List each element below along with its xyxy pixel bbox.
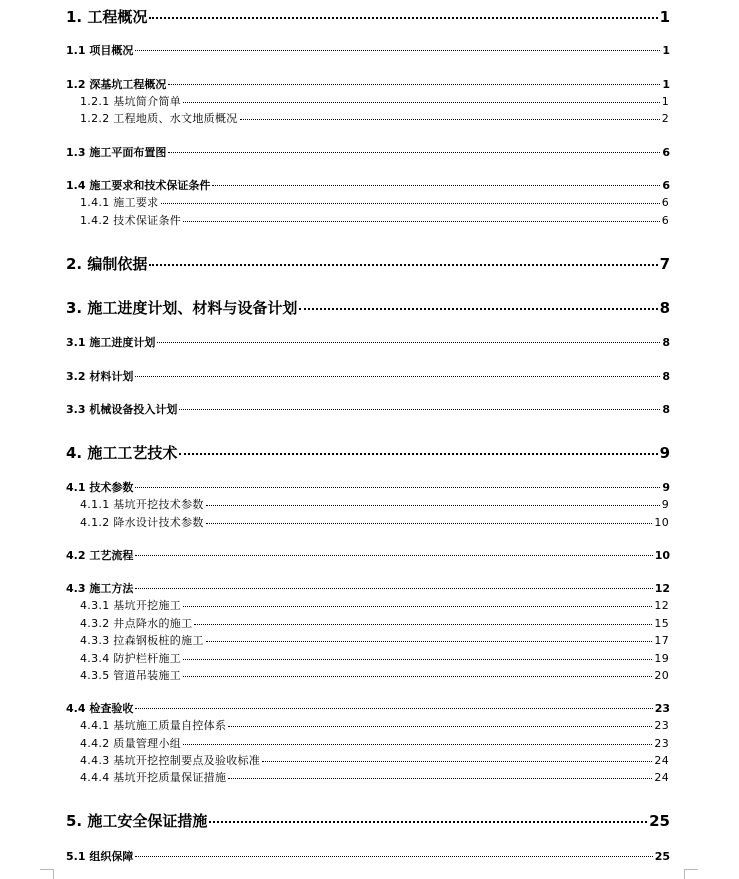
toc-entry-label: 3.3 机械设备投入计划 — [66, 403, 178, 416]
dot-leader — [168, 152, 660, 153]
dot-leader — [299, 308, 657, 310]
dot-leader — [212, 185, 660, 186]
dot-leader — [179, 453, 657, 455]
toc-entry-page: 2 — [661, 112, 669, 125]
toc-entry-label: 1.1 项目概况 — [66, 44, 134, 57]
toc-entry[interactable] — [66, 580, 670, 595]
toc-entry[interactable] — [80, 514, 669, 529]
toc-entry-label: 1.4.1 施工要求 — [80, 196, 159, 209]
toc-entry[interactable] — [80, 110, 669, 125]
margin-corner-mark — [684, 869, 685, 879]
toc-entry[interactable] — [80, 667, 669, 682]
toc-entry[interactable] — [66, 76, 670, 91]
toc-entry[interactable] — [80, 769, 669, 784]
margin-corner-mark — [53, 869, 54, 879]
toc-entry-page: 9 — [662, 481, 670, 494]
toc-entry-label: 4.1.1 基坑开挖技术参数 — [80, 498, 204, 511]
toc-entry-label: 1.2.1 基坑简介简单 — [80, 95, 182, 108]
toc-entry-page: 17 — [654, 634, 669, 647]
toc-entry-label: 4.4.3 基坑开挖控制要点及验收标准 — [80, 754, 261, 767]
toc-entry[interactable] — [66, 547, 670, 562]
toc-entry-page: 20 — [654, 669, 669, 682]
dot-leader — [194, 624, 652, 625]
dot-leader — [209, 821, 647, 823]
dot-leader — [149, 264, 657, 266]
toc-entry-page: 6 — [662, 179, 670, 192]
dot-leader — [228, 778, 652, 779]
toc-entry[interactable] — [66, 700, 670, 715]
toc-entry-label: 1.4.2 技术保证条件 — [80, 214, 182, 227]
toc-entry[interactable] — [80, 717, 669, 732]
toc-entry-page: 8 — [662, 336, 670, 349]
margin-corner-mark — [40, 869, 54, 870]
toc-entry-page: 23 — [654, 702, 670, 715]
toc-entry-label: 4.4 检查验收 — [66, 702, 134, 715]
toc-entry[interactable] — [66, 42, 670, 57]
toc-entry-label: 4.3 施工方法 — [66, 582, 134, 595]
toc-entry[interactable] — [66, 6, 670, 26]
toc-entry-label: 4.1.2 降水设计技术参数 — [80, 516, 204, 529]
toc-entry-label: 4.4.4 基坑开挖质量保证措施 — [80, 771, 227, 784]
toc-entry[interactable] — [80, 752, 669, 767]
toc-entry-label: 5.1 组织保障 — [66, 850, 134, 863]
toc-entry-page: 8 — [662, 403, 670, 416]
toc-entry-page: 6 — [661, 214, 669, 227]
toc-entry-page: 19 — [654, 652, 669, 665]
dot-leader — [183, 102, 660, 103]
toc-entry[interactable] — [66, 848, 670, 863]
dot-leader — [161, 203, 660, 204]
toc-entry[interactable] — [80, 496, 669, 511]
toc-entry-label: 4.3.1 基坑开挖施工 — [80, 599, 182, 612]
dot-leader — [135, 50, 660, 51]
dot-leader — [135, 588, 652, 589]
toc-entry-page: 1 — [659, 8, 670, 26]
toc-entry[interactable] — [66, 442, 670, 462]
dot-leader — [135, 856, 652, 857]
toc-entry-label: 4.3.3 拉森钢板桩的施工 — [80, 634, 204, 647]
dot-leader — [157, 342, 660, 343]
toc-entry-label: 4.3.4 防护栏杆施工 — [80, 652, 182, 665]
dot-leader — [149, 17, 657, 19]
toc-entry[interactable] — [66, 479, 670, 494]
toc-entry-page: 12 — [654, 599, 669, 612]
toc-entry-label: 3.1 施工进度计划 — [66, 336, 156, 349]
dot-leader — [135, 708, 652, 709]
toc-entry-label: 3. 施工进度计划、材料与设备计划 — [66, 299, 298, 317]
dot-leader — [183, 221, 660, 222]
dot-leader — [206, 641, 653, 642]
toc-entry-label: 4.2 工艺流程 — [66, 549, 134, 562]
toc-entry-label: 1.2.2 工程地质、水文地质概况 — [80, 112, 238, 125]
toc-entry-page: 9 — [659, 444, 670, 462]
toc-entry-page: 10 — [654, 549, 670, 562]
toc-entry-page: 24 — [654, 771, 669, 784]
toc-entry-page: 12 — [654, 582, 670, 595]
dot-leader — [240, 119, 660, 120]
toc-entry[interactable] — [80, 650, 669, 665]
toc-entry[interactable] — [80, 93, 669, 108]
toc-entry[interactable] — [66, 401, 670, 416]
dot-leader — [135, 555, 652, 556]
toc-entry[interactable] — [66, 253, 670, 273]
toc-entry-label: 1.4 施工要求和技术保证条件 — [66, 179, 211, 192]
toc-entry-label: 5. 施工安全保证措施 — [66, 812, 208, 830]
toc-entry-label: 3.2 材料计划 — [66, 370, 134, 383]
toc-entry-label: 1. 工程概况 — [66, 8, 148, 26]
dot-leader — [183, 659, 652, 660]
toc-entry-label: 1.3 施工平面布置图 — [66, 146, 167, 159]
toc-entry-page: 25 — [649, 812, 670, 830]
toc-entry-label: 4.3.5 管道吊装施工 — [80, 669, 182, 682]
toc-entry-label: 4.1 技术参数 — [66, 481, 134, 494]
toc-entry-page: 24 — [654, 754, 669, 767]
margin-corner-mark — [684, 869, 698, 870]
toc-entry-label: 4.3.2 井点降水的施工 — [80, 617, 193, 630]
toc-entry-page: 8 — [659, 299, 670, 317]
toc-entry-page: 1 — [661, 95, 669, 108]
toc-entry[interactable] — [66, 368, 670, 383]
dot-leader — [179, 409, 660, 410]
toc-entry[interactable] — [80, 194, 669, 209]
toc-entry[interactable] — [66, 334, 670, 349]
toc-entry-page: 23 — [654, 719, 669, 732]
dot-leader — [206, 523, 653, 524]
toc-entry-page: 1 — [662, 44, 670, 57]
toc-entry[interactable] — [80, 632, 669, 647]
dot-leader — [183, 676, 652, 677]
toc-entry[interactable] — [66, 810, 670, 830]
toc-entry-label: 1.2 深基坑工程概况 — [66, 78, 167, 91]
toc-entry[interactable] — [80, 597, 669, 612]
toc-entry-label: 4.4.1 基坑施工质量自控体系 — [80, 719, 227, 732]
toc-entry[interactable] — [66, 297, 670, 317]
dot-leader — [183, 744, 652, 745]
dot-leader — [262, 761, 652, 762]
toc-entry[interactable] — [80, 212, 669, 227]
toc-entry-page: 10 — [654, 516, 669, 529]
dot-leader — [168, 84, 660, 85]
toc-entry-page: 15 — [654, 617, 669, 630]
toc-entry-label: 2. 编制依据 — [66, 255, 148, 273]
dot-leader — [135, 487, 660, 488]
toc-entry-page: 6 — [661, 196, 669, 209]
toc-entry[interactable] — [66, 144, 670, 159]
toc-entry-page: 23 — [654, 737, 669, 750]
dot-leader — [183, 606, 652, 607]
toc-entry-label: 4. 施工工艺技术 — [66, 444, 178, 462]
toc-entry[interactable] — [80, 615, 669, 630]
toc-entry-page: 6 — [662, 146, 670, 159]
toc-entry[interactable] — [66, 177, 670, 192]
dot-leader — [206, 505, 660, 506]
toc-entry-label: 4.4.2 质量管理小组 — [80, 737, 182, 750]
toc-entry[interactable] — [80, 735, 669, 750]
toc-entry-page: 8 — [662, 370, 670, 383]
toc-entry-page: 1 — [662, 78, 670, 91]
toc-entry-page: 7 — [659, 255, 670, 273]
dot-leader — [135, 376, 660, 377]
toc-entry-page: 9 — [661, 498, 669, 511]
dot-leader — [228, 726, 652, 727]
toc-entry-page: 25 — [654, 850, 670, 863]
